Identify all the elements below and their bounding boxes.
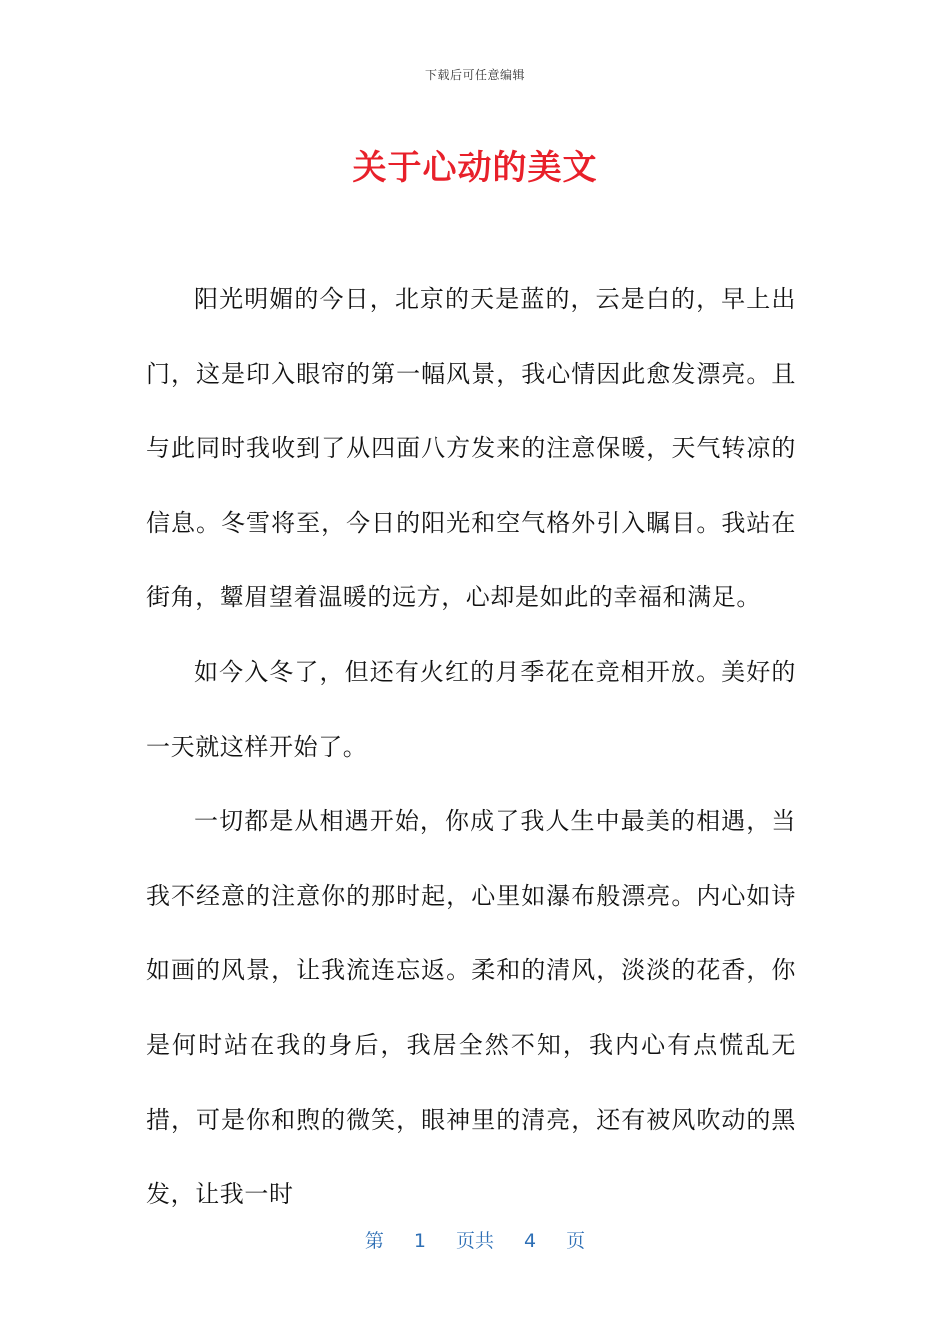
header-note: 下载后可任意编辑 <box>424 68 525 82</box>
page-label-prefix: 第 <box>364 1230 384 1252</box>
paragraph: 如今入冬了，但还有火红的月季花在竞相开放。美好的一天就这样开始了。 <box>146 657 796 761</box>
page-label-mid: 页共 <box>455 1230 494 1252</box>
paragraph: 阳光明媚的今日，北京的天是蓝的，云是白的，早上出门，这是印入眼帘的第一幅风景，我心情因此愈发漂亮。且与此同时我收到了从四面八方发来的注意保暖，天气转凉的信息。冬雪将至，今日的阳光和空气格外引入瞩目。我站在街角，颦眉望着温暖的远方，心却是如此的幸福和满足。 <box>146 285 796 612</box>
document-title: 关于心动的美文 <box>352 148 598 188</box>
total-pages-number: 4 <box>524 1230 537 1252</box>
page-footer <box>0 1226 950 1253</box>
paragraph: 一切都是从相遇开始，你成了我人生中最美的相遇，当我不经意的注意你的那时起，心里如瀑布般漂亮。内心如诗如画的风景，让我流连忘返。柔和的清风，淡淡的花香，你是何时站在我的身后，我居全然不知，我内心有点慌乱无措，可是你和煦的微笑，眼神里的清亮，还有被风吹动的黑发，让我一时 <box>146 807 796 1209</box>
page-label-suffix: 页 <box>566 1230 586 1252</box>
document-body <box>146 262 796 1232</box>
current-page-number: 1 <box>413 1230 426 1252</box>
